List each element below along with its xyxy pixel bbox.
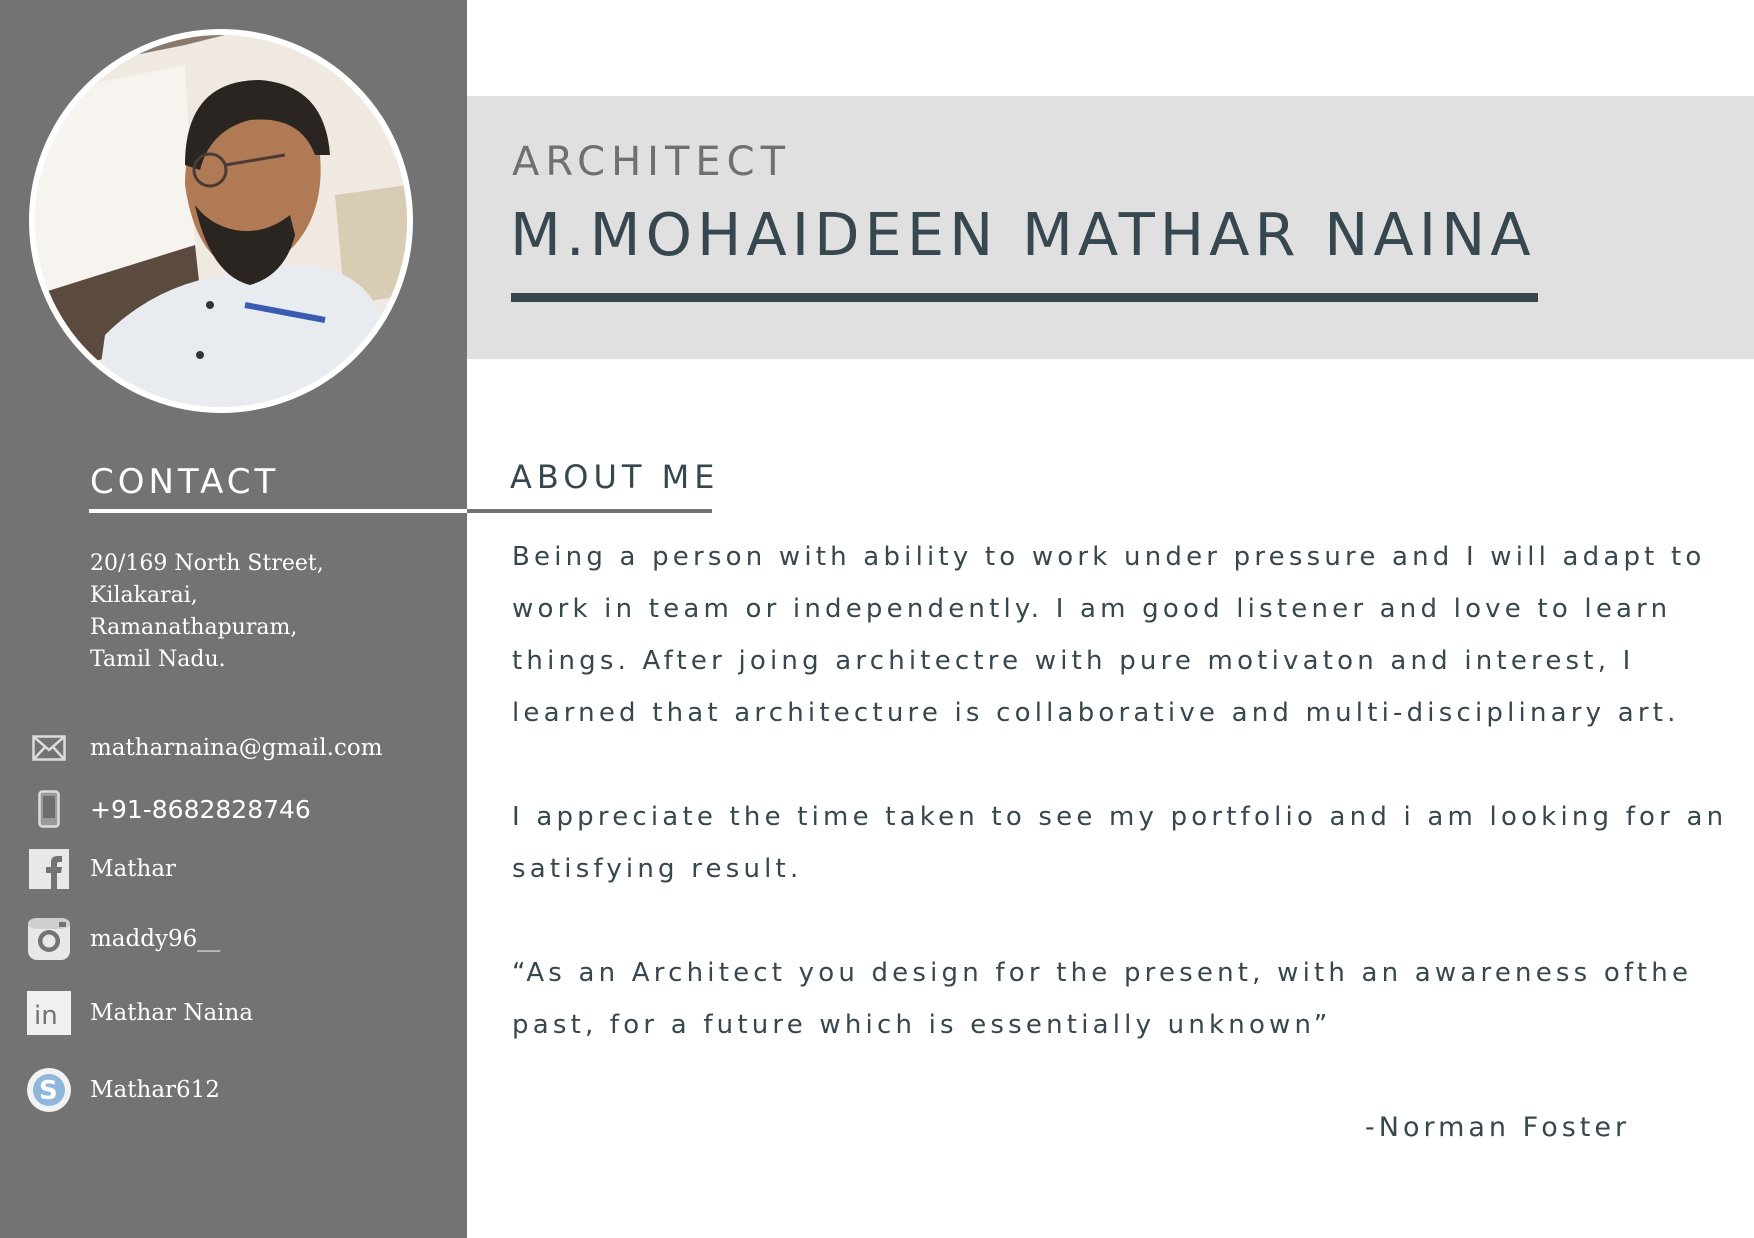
svg-text:in: in [34,1001,58,1031]
person-name: M.MOHAIDEEN MATHAR NAINA [510,200,1536,269]
facebook-link[interactable]: Mathar [90,856,177,882]
skype-link[interactable]: Mathar612 [90,1077,220,1103]
phone-icon [20,785,78,833]
address-line: Ramanathapuram, [90,615,298,640]
instagram-link[interactable]: maddy96__ [90,926,221,952]
about-paragraph: I appreciate the time taken to see my portfolio and i am looking for an satisfying result. [512,802,1728,884]
contact-divider [89,509,467,513]
contact-phone-row[interactable] [20,783,460,835]
about-heading: ABOUT ME [510,458,720,496]
quote-text: “As an Architect you design for the present, with an awareness ofthe past, for a future which is essentially unknown” [512,958,1693,1040]
linkedin-icon [20,989,78,1037]
address-line: Kilakarai, [90,583,198,608]
about-divider [467,509,712,513]
instagram-icon [20,915,78,963]
about-paragraph: Being a person with ability to work under pressure and I will adapt to work in team or independently. I am good listener and love to learn things. After joing architectre with pure motivaton and interest, I learned that architecture is collaborative and multi-disciplinary art. [512,542,1706,728]
address-block [90,548,430,676]
skype-icon [20,1066,78,1114]
quote-author: -Norman Foster [1365,1112,1631,1143]
contact-linkedin-row[interactable] [20,987,460,1039]
address-line: 20/169 North Street, [90,551,324,576]
name-underline [511,293,1538,302]
profile-photo [29,29,413,413]
contact-instagram-row[interactable] [20,913,460,965]
phone-number[interactable]: +91-8682828746 [90,794,311,824]
facebook-icon [20,845,78,893]
envelope-icon [20,724,78,772]
contact-facebook-row[interactable] [20,843,460,895]
linkedin-link[interactable]: Mathar Naina [90,1000,254,1026]
contact-email-row[interactable] [20,722,460,774]
profile-photo-illustration [35,35,407,407]
about-text [512,531,1737,1103]
svg-text:S: S [39,1076,58,1106]
job-title: ARCHITECT [512,139,792,185]
address-line: Tamil Nadu. [90,647,226,672]
contact-skype-row[interactable] [20,1064,460,1116]
email-link[interactable]: matharnaina@gmail.com [90,735,383,761]
contact-heading: CONTACT [90,462,280,502]
